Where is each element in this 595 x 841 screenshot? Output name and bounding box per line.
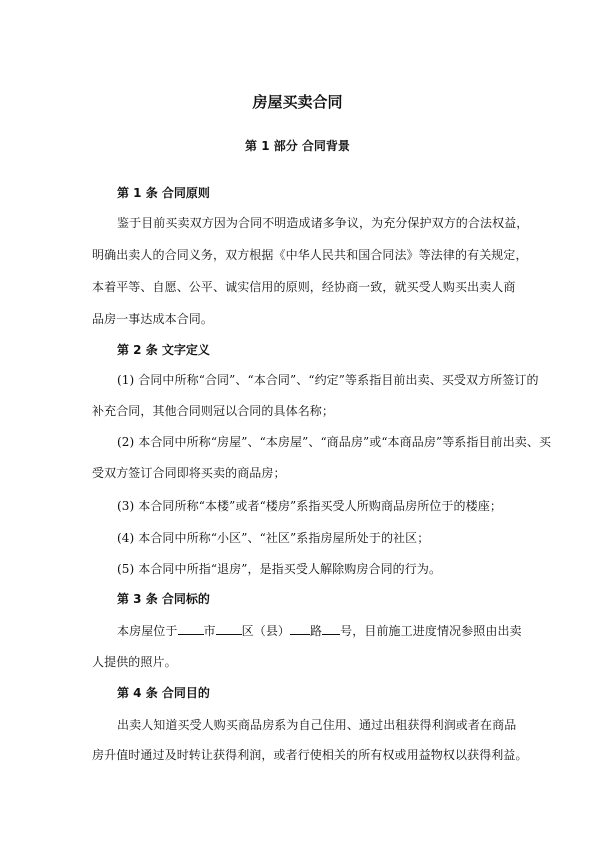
text-segment: 号，目前施工进度情况参照由出卖 [340, 624, 522, 638]
article-1-line: 本着平等、自愿、公平、诚实信用的原则，经协商一致，就买受人购买出卖人商 [92, 280, 516, 294]
article-2-line: (5) 本合同中所指“退房”，是指买受人解除购房合同的行为。 [117, 562, 442, 576]
article-3-line [117, 622, 522, 639]
article-1-line: 明确出卖人的合同义务，双方根据《中华人民共和国合同法》等法律的有关规定， [92, 248, 528, 262]
article-1-line: 品房一事达成本合同。 [92, 312, 214, 326]
document-title: 房屋买卖合同 [252, 93, 343, 111]
article-4-line: 出卖人知道买受人购买商品房系为自己住用、通过出租获得利润或者在商品 [117, 718, 517, 732]
article-1-line: 鉴于目前买卖双方因为合同不明造成诸多争议，为充分保护双方的合法权益， [117, 216, 529, 230]
article-2-line: (2) 本合同中所称“房屋”、“本房屋”、“商品房”或“本商品房”等系指目前出卖、买 [117, 435, 552, 449]
article-2-line: 补充合同，其他合同则冠以合同的具体名称； [92, 404, 335, 418]
text-segment: 路 [310, 624, 323, 638]
article-2-line: 受双方签订合同即将买卖的商品房； [92, 466, 286, 480]
text-segment: 本房屋位于 [117, 624, 178, 638]
part-heading: 第 1 部分 合同背景 [245, 139, 350, 153]
article-3-line: 人提供的照片。 [92, 655, 177, 669]
article-2-heading: 第 2 条 文字定义 [117, 343, 210, 357]
article-2-line: (3) 本合同所称“本楼”或者“楼房”系指买受人所购商品房所位于的楼座； [117, 499, 502, 513]
blank-line-road[interactable] [290, 623, 310, 635]
blank-line-number[interactable] [322, 623, 340, 635]
article-2-line: (1) 合同中所称“合同”、“本合同”、“约定”等系指目前出卖、买受双方所签订的 [117, 373, 539, 387]
text-segment: 市 [203, 624, 216, 638]
article-1-heading: 第 1 条 合同原则 [117, 186, 210, 200]
article-2-line: (4) 本合同中所称“小区”、“社区”系指房屋所处于的社区； [117, 531, 430, 545]
article-3-heading: 第 3 条 合同标的 [117, 592, 210, 606]
text-segment: 区（县） [241, 624, 291, 638]
blank-line-district[interactable] [216, 623, 242, 635]
blank-line-city[interactable] [178, 623, 204, 635]
article-4-heading: 第 4 条 合同目的 [117, 686, 210, 700]
article-4-line: 房升值时通过及时转让获得利润，或者行使相关的所有权或用益物权以获得利益。 [92, 748, 528, 762]
